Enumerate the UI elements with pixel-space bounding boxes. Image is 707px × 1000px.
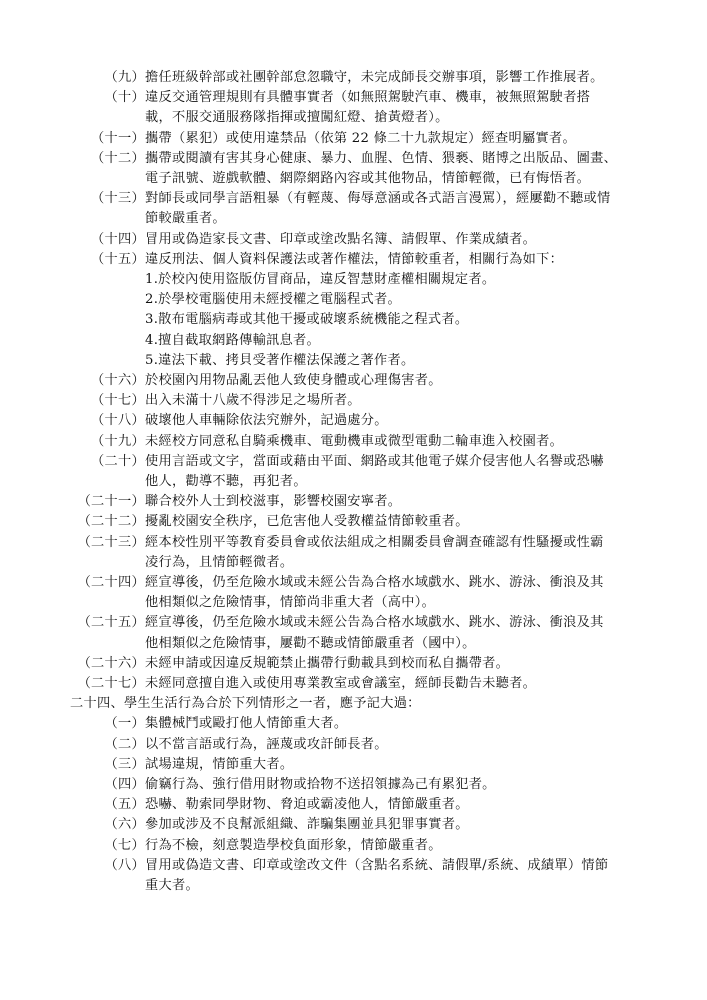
item-text: 經本校性別平等教育委員會或依法組成之相關委員會調查確認有性騷擾或性霸 <box>145 534 604 550</box>
item-marker: （十九） <box>91 433 145 449</box>
item-text: 試場違規，情節重大者。 <box>145 756 294 772</box>
item-marker: （十三） <box>91 191 145 207</box>
item-text: 參加或涉及不良幫派組織、詐騙集團並具犯罪事實者。 <box>145 817 469 833</box>
item-marker: （十四） <box>91 231 145 247</box>
item-marker: （二十一） <box>77 494 145 510</box>
item-marker: （二十六） <box>77 655 145 671</box>
item-marker: （十五） <box>91 251 145 267</box>
item-text: 冒用或偽造家長文書、印章或塗改點名簿、請假單、作業成績者。 <box>145 231 537 247</box>
item-marker: （十二） <box>91 150 145 166</box>
item-text: 出入未滿十八歲不得涉足之場所者。 <box>145 393 361 409</box>
item-text: 以不當言語或行為，誣蔑或攻訐師長者。 <box>145 736 388 752</box>
item-marker: （十七） <box>91 393 145 409</box>
item-text: 經宣導後，仍至危險水域或未經公告為合格水域戲水、跳水、游泳、衝浪及其 <box>145 615 604 631</box>
item-text: 電子訊號、遊戲軟體、網際網路內容或其他物品，情節輕微，已有悔悟者。 <box>145 171 591 186</box>
item-text: 擔任班級幹部或社團幹部怠忽職守，未完成師長交辦事項，影響工作推展者。 <box>145 70 604 85</box>
item-text: 破壞他人車輛除依法究辦外，記過處分。 <box>145 413 388 429</box>
sub-item-text: 1.於校內使用盜版仿冒商品，違反智慧財產權相關規定者。 <box>145 272 496 287</box>
sub-item-text: 3.散布電腦病毒或其他干擾或破壞系統機能之程式者。 <box>145 312 469 328</box>
item-text: 偷竊行為、強行借用財物或拾物不送招領據為己有累犯者。 <box>145 777 496 792</box>
item-text: 擾亂校園安全秩序，已危害他人受教權益情節較重者。 <box>145 514 469 530</box>
sub-item-text: 4.擅自截取網路傳輸訊息者。 <box>145 332 321 348</box>
item-text: 恐嚇、勒索同學財物、脅迫或霸凌他人，情節嚴重者。 <box>145 797 469 813</box>
sub-item-text: 5.違法下載、拷貝受著作權法保護之著作者。 <box>145 352 415 368</box>
item-marker: （十八） <box>91 413 145 429</box>
item-text: 攜帶（累犯）或使用違禁品（依第 22 條二十九款規定）經查明屬實者。 <box>145 130 576 146</box>
item-text: 冒用或偽造文書、印章或塗改文件（含點名系統、請假單/系統、成績單）情節 <box>145 857 609 873</box>
item-text: 他人，勸導不聽，再犯者。 <box>145 474 307 489</box>
item-marker: （六） <box>104 817 145 833</box>
item-text: 攜帶或閱讀有害其身心健康、暴力、血腥、色情、猥褻、賭博之出版品、圖畫、 <box>145 150 618 166</box>
item-marker: （二） <box>104 736 145 752</box>
item-text: 他相類似之危險情事，情節尚非重大者（高中）。 <box>145 595 436 611</box>
sub-item-text: 2.於學校電腦使用未經授權之電腦程式者。 <box>145 292 401 308</box>
item-text: 違反刑法、個人資料保護法或著作權法，情節較重者，相關行為如下： <box>145 251 564 267</box>
item-marker: （七） <box>104 837 145 853</box>
item-marker: （二十四） <box>77 575 145 590</box>
item-text: 對師長或同學言語粗暴（有輕蔑、侮辱意涵或各式語言漫罵），經屢勸不聽或情 <box>145 191 611 207</box>
item-marker: （五） <box>104 797 145 813</box>
item-text: 使用言語或文字，當面或藉由平面、網路或其他電子媒介侵害他人名譽或恐嚇 <box>145 453 604 469</box>
item-text: 經宣導後，仍至危險水域或未經公告為合格水域戲水、跳水、游泳、衝浪及其 <box>145 575 604 590</box>
item-text: 行為不檢，刻意製造學校負面形象，情節嚴重者。 <box>145 837 442 853</box>
item-text: 重大者。 <box>145 878 199 893</box>
item-marker: （二十七） <box>77 676 145 691</box>
item-marker: （二十） <box>91 453 145 469</box>
item-text: 未經申請或因違反規範禁止攜帶行動載具到校而私自攜帶者。 <box>145 655 510 671</box>
item-marker: （十） <box>104 90 145 106</box>
item-text: 未經同意擅自進入或使用專業教室或會議室，經師長勸告未聽者。 <box>145 676 537 691</box>
item-marker: （三） <box>104 756 145 772</box>
item-marker: （二十二） <box>77 514 145 530</box>
item-text: 節較嚴重者。 <box>145 211 226 227</box>
item-text: 他相類似之危險情事，屢勸不聽或情節嚴重者（國中）。 <box>145 635 476 651</box>
item-marker: （九） <box>104 70 145 85</box>
item-text: 凌行為，且情節輕微者。 <box>145 554 294 570</box>
item-text: 聯合校外人士到校滋事，影響校園安寧者。 <box>145 494 402 510</box>
item-text: 違反交通管理規則有具體事實者（如無照駕駛汽車、機車，被無照駕駛者搭 <box>145 90 591 106</box>
item-marker: （十六） <box>91 373 145 388</box>
item-marker: （十一） <box>91 130 145 146</box>
section-heading: 二十四、學生生活行為合於下列情形之一者，應予記大過： <box>70 696 421 712</box>
item-marker: （二十三） <box>77 534 145 550</box>
item-marker: （二十五） <box>77 615 145 631</box>
item-text: 於校園內用物品亂丟他人致使身體或心理傷害者。 <box>145 373 442 388</box>
item-text: 未經校方同意私自騎乘機車、電動機車或微型電動二輪車進入校園者。 <box>145 433 564 449</box>
item-marker: （八） <box>104 857 145 873</box>
item-text: 載，不服交通服務隊指揮或擅闖紅燈、搶黃燈者）。 <box>145 110 449 126</box>
item-marker: （一） <box>104 716 145 732</box>
item-text: 集體械鬥或毆打他人情節重大者。 <box>145 716 348 732</box>
item-marker: （四） <box>104 777 145 792</box>
